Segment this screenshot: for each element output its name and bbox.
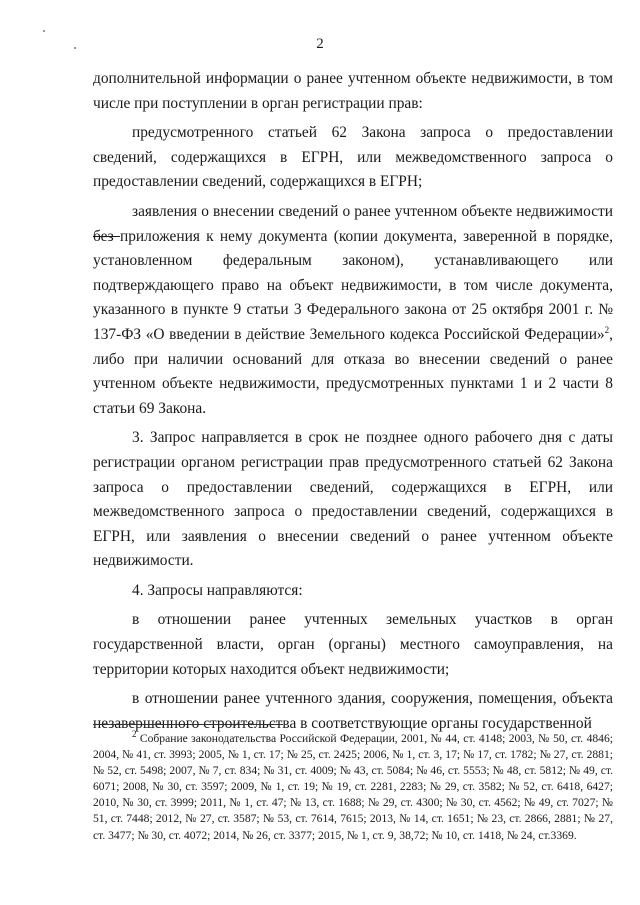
paragraph-application (93, 200, 613, 421)
footnote (93, 731, 613, 844)
scan-speck (43, 30, 45, 32)
footnote-reference: 2 (604, 324, 610, 335)
paragraph-item-3: 3. Запрос направляется в срок не позднее одного рабочего дня с даты регистрации органом регистрации прав предусмотренного статьей 62 Закона запроса о предоставлении сведений, содержащихся в ЕГРН, или межведомственного запроса о предоставлении сведений, содержащихся в ЕГРН, или заявления о внесении сведений о ранее учтенном объекте недвижимости. (93, 429, 613, 570)
paragraph-item-4: 4. Запросы направляются: (132, 581, 303, 599)
paragraph-text: , либо при наличии оснований для отказа во внесении сведений о ранее учтенном объекте недвижимости, предусмотренных пунктами 1 и 2 части 8 статьи 69 Закона. (93, 325, 613, 417)
paragraph-buildings: в отношении ранее учтенного здания, сооружения, помещения, объекта незавершенного строительства в соответствующие органы государственной (93, 690, 613, 732)
paragraph-continuation: дополнительной информации о ранее учтенном объекте недвижимости, в том числе при поступлении в орган регистрации прав: (93, 70, 613, 112)
struck-text: без (93, 227, 120, 245)
footnote-divider (93, 724, 283, 725)
footnote-text: Собрание законодательства Российской Федерации, 2001, № 44, ст. 4148; 2003, № 50, ст. 4846; 2004, № 41, ст. 3993; 2005, № 1, ст. 17; № 25, ст. 2425; 2006, № 1, ст. 3, 17; № 17, ст. 1782; № 27, ст. 2881; № 52, ст. 5498; 2007, № 7, ст. 834; № 31, ст. 4009; № 43, ст. 5084; № 46, ст. 5553; № 48, ст. 5812; № 49, ст. 6071; 2008, № 30, ст. 3597; 2009, № 1, ст. 19; № 19, ст. 2281, 2283; № 29, ст. 3582; № 52, ст. 6418, 6427; 2010, № 30, ст. 3999; 2011, № 1, ст. 47; № 13, ст. 1688; № 29, ст. 4300; № 30, ст. 4562; № 49, ст. 7027; № 51, ст. 7448; 2012, № 27, ст. 3587; № 53, ст. 7614, 7615; 2013, № 14, ст. 1651; № 23, ст. 2866, 2881; № 27, ст. 3477; № 30, ст. 4072; 2014, № 26, ст. 3377; 2015, № 1, ст. 9, 38,72; № 10, ст. 1418, № 24, ст.3369. (93, 732, 613, 842)
paragraph-land-plots: в отношении ранее учтенных земельных участков в орган государственной власти, орган (органы) местного самоуправления, на территории которых находится объект недвижимости; (93, 611, 613, 678)
paragraph-text: приложения к нему документа (копии документа, заверенной в порядке, установленном федеральным законом), устанавливающего или подтверждающего право на объект недвижимости, в том числе документа, указанного в пункте 9 статьи 3 Федерального закона от 25 октября 2001 г. № 137-ФЗ «О введении в действие Земельного кодекса Российской Федерации» (93, 227, 613, 343)
page-number: 2 (316, 36, 324, 52)
footnote-number: 2 (132, 729, 137, 740)
paragraph-text: заявления о внесении сведений о ранее учтенном объекте недвижимости (132, 202, 613, 220)
paragraph-request-egrn: предусмотренного статьей 62 Закона запроса о предоставлении сведений, содержащихся в ЕГРН, или межведомственного запроса о предоставлении сведений, содержащихся в ЕГРН; (93, 124, 613, 191)
document-body (93, 67, 613, 736)
